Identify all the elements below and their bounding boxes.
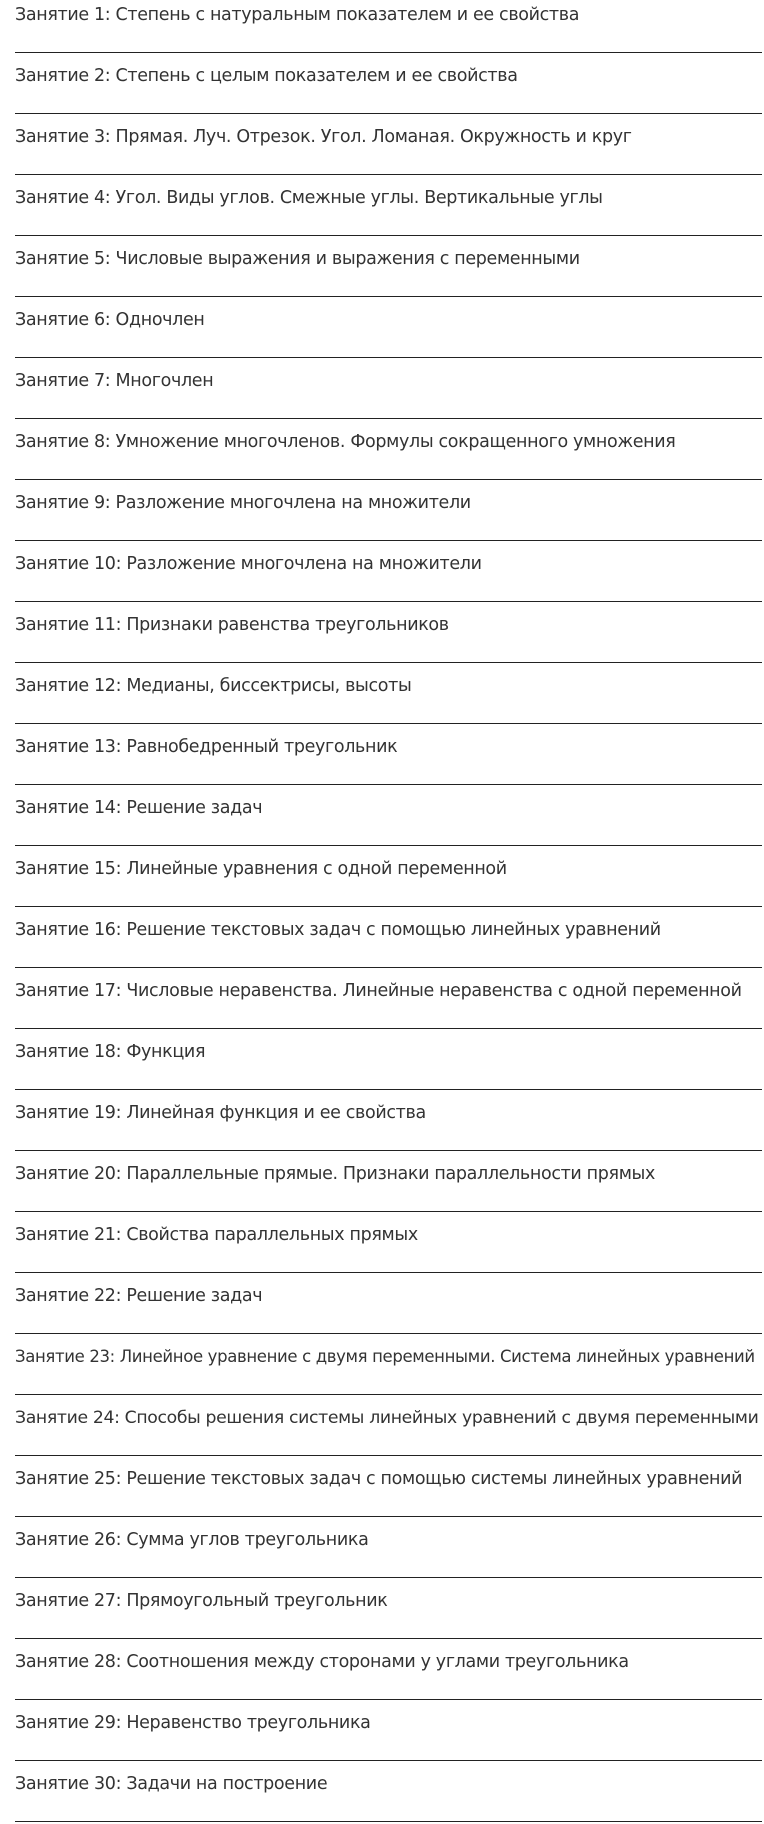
lesson-label: Занятие 29: Неравенство треугольника <box>15 1713 371 1733</box>
lesson-item-10[interactable] <box>15 541 762 602</box>
lesson-label: Занятие 21: Свойства параллельных прямых <box>15 1225 418 1245</box>
lesson-label: Занятие 11: Признаки равенства треугольников <box>15 615 449 635</box>
lesson-item-17[interactable] <box>15 968 762 1029</box>
lesson-label: Занятие 19: Линейная функция и ее свойства <box>15 1103 426 1123</box>
lesson-item-6[interactable] <box>15 297 762 358</box>
lesson-label: Занятие 17: Числовые неравенства. Линейные неравенства с одной переменной <box>15 981 742 1001</box>
lesson-item-9[interactable] <box>15 480 762 541</box>
lesson-label: Занятие 2: Степень с целым показателем и ее свойства <box>15 66 518 86</box>
lesson-item-13[interactable] <box>15 724 762 785</box>
lesson-label: Занятие 28: Соотношения между сторонами у углами треугольника <box>15 1652 629 1672</box>
lesson-item-21[interactable] <box>15 1212 762 1273</box>
lesson-item-5[interactable] <box>15 236 762 297</box>
lesson-item-14[interactable] <box>15 785 762 846</box>
lesson-label: Занятие 23: Линейное уравнение с двумя переменными. Система линейных уравнений <box>15 1347 755 1366</box>
lesson-item-28[interactable] <box>15 1639 762 1700</box>
lesson-item-8[interactable] <box>15 419 762 480</box>
lesson-label: Занятие 25: Решение текстовых задач с помощью системы линейных уравнений <box>15 1469 743 1489</box>
lesson-label: Занятие 16: Решение текстовых задач с помощью линейных уравнений <box>15 920 661 940</box>
lesson-label: Занятие 7: Многочлен <box>15 371 214 391</box>
lesson-label: Занятие 8: Умножение многочленов. Формулы сокращенного умножения <box>15 432 676 452</box>
lesson-item-24[interactable] <box>15 1395 762 1456</box>
lesson-label: Занятие 4: Угол. Виды углов. Смежные углы. Вертикальные углы <box>15 188 603 208</box>
lesson-label: Занятие 13: Равнобедренный треугольник <box>15 737 398 757</box>
lesson-item-19[interactable] <box>15 1090 762 1151</box>
lesson-item-3[interactable] <box>15 114 762 175</box>
lesson-label: Занятие 18: Функция <box>15 1042 206 1062</box>
lesson-item-29[interactable] <box>15 1700 762 1761</box>
lesson-label: Занятие 9: Разложение многочлена на множители <box>15 493 471 513</box>
lesson-label: Занятие 26: Сумма углов треугольника <box>15 1530 369 1550</box>
lesson-item-16[interactable] <box>15 907 762 968</box>
lesson-label: Занятие 6: Одночлен <box>15 310 205 330</box>
lesson-label: Занятие 20: Параллельные прямые. Признаки параллельности прямых <box>15 1164 656 1184</box>
lesson-item-27[interactable] <box>15 1578 762 1639</box>
lesson-label: Занятие 10: Разложение многочлена на множители <box>15 554 482 574</box>
lesson-item-11[interactable] <box>15 602 762 663</box>
lesson-label: Занятие 24: Способы решения системы линейных уравнений с двумя переменными <box>15 1408 759 1428</box>
lesson-item-20[interactable] <box>15 1151 762 1212</box>
lesson-item-7[interactable] <box>15 358 762 419</box>
lesson-item-22[interactable] <box>15 1273 762 1334</box>
lesson-item-4[interactable] <box>15 175 762 236</box>
lesson-label: Занятие 14: Решение задач <box>15 798 263 818</box>
lesson-item-25[interactable] <box>15 1456 762 1517</box>
lesson-item-23[interactable] <box>15 1334 762 1395</box>
lesson-item-30[interactable] <box>15 1761 762 1822</box>
lesson-item-15[interactable] <box>15 846 762 907</box>
lesson-label: Занятие 30: Задачи на построение <box>15 1774 328 1794</box>
lesson-label: Занятие 3: Прямая. Луч. Отрезок. Угол. Ломаная. Окружность и круг <box>15 127 632 147</box>
lesson-item-12[interactable] <box>15 663 762 724</box>
lesson-label: Занятие 1: Степень с натуральным показателем и ее свойства <box>15 5 580 25</box>
lesson-label: Занятие 22: Решение задач <box>15 1286 263 1306</box>
lesson-label: Занятие 15: Линейные уравнения с одной переменной <box>15 859 507 879</box>
lesson-label: Занятие 27: Прямоугольный треугольник <box>15 1591 388 1611</box>
lesson-label: Занятие 12: Медианы, биссектрисы, высоты <box>15 676 412 696</box>
lesson-item-26[interactable] <box>15 1517 762 1578</box>
lesson-item-1[interactable] <box>15 0 762 53</box>
lesson-label: Занятие 5: Числовые выражения и выражения с переменными <box>15 249 580 269</box>
lesson-item-18[interactable] <box>15 1029 762 1090</box>
lesson-item-2[interactable] <box>15 53 762 114</box>
